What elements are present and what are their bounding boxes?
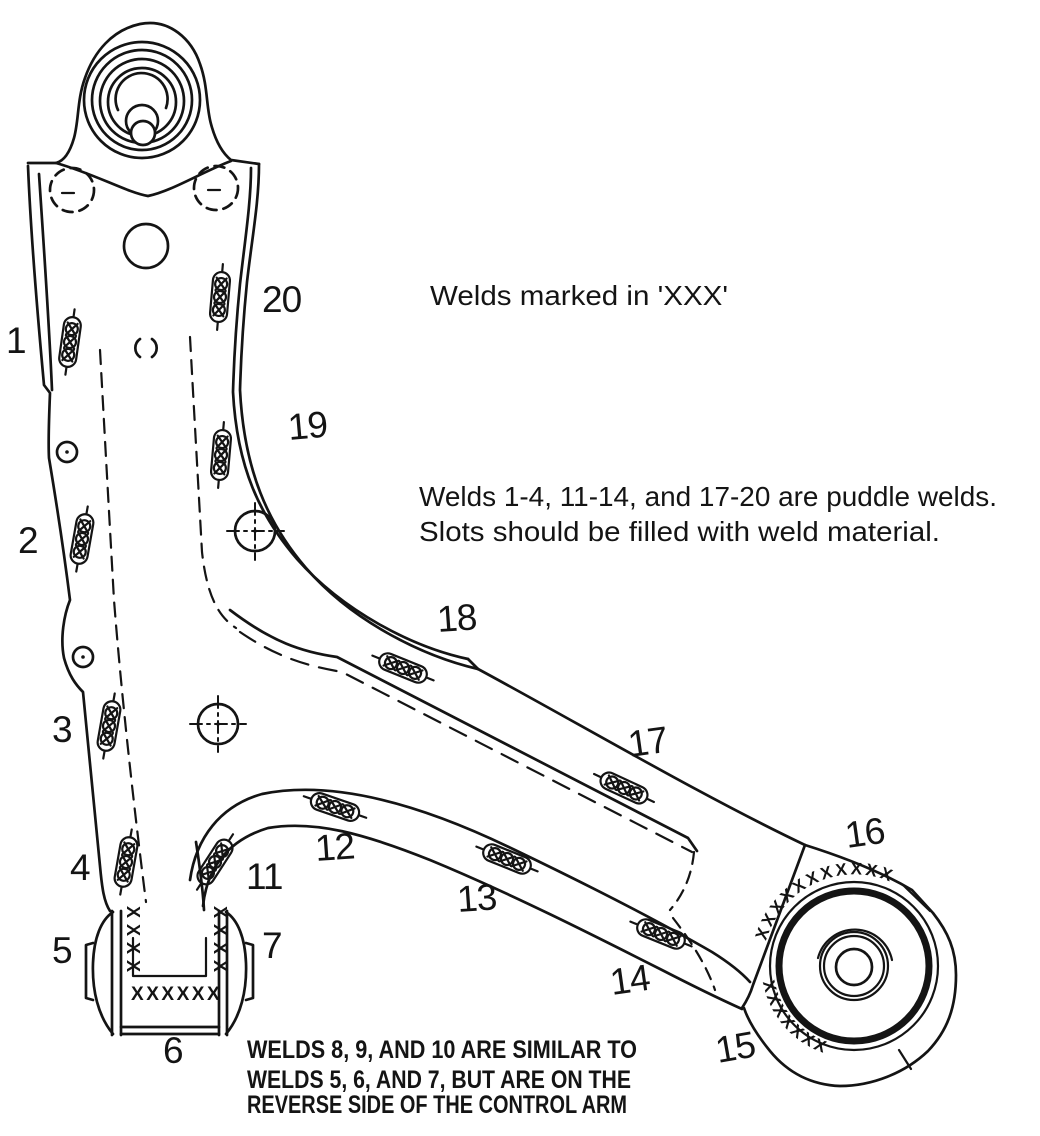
bushing-center-hole [836, 949, 872, 985]
weld-slot-17 [590, 766, 657, 809]
weld-number-1: 1 [6, 320, 26, 361]
weld-number-18: 18 [435, 596, 478, 640]
weld-slot-4 [112, 828, 140, 896]
front-arm-right-inner-edge [233, 168, 468, 659]
weld-number-16: 16 [842, 809, 887, 856]
plate-hole [124, 224, 168, 268]
weld-slot-18 [369, 648, 437, 688]
weld-slot-2 [68, 505, 96, 573]
ball-joint-saddle [56, 161, 231, 196]
hidden-line-left [100, 350, 146, 902]
front-bushing-left-cap [93, 912, 113, 1034]
front-arm-left-outer-edge [28, 166, 110, 911]
weld-number-5: 5 [52, 930, 72, 971]
note-weld-marking: Welds marked in 'XXX' [430, 280, 728, 311]
weld-5-marks: XXXX [123, 906, 143, 979]
note-reverse-side-line2: WELDS 5, 6, AND 7, BUT ARE ON THE [247, 1066, 631, 1094]
locating-hole-lower [190, 696, 246, 752]
weld-number-17: 17 [625, 718, 670, 765]
mounting-plate [50, 166, 238, 268]
note-reverse-side-line3: REVERSE SIDE OF THE CONTROL ARM [247, 1091, 627, 1119]
note-reverse-side-line1: WELDS 8, 9, AND 10 ARE SIMILAR TO [247, 1036, 637, 1064]
front-arm [28, 164, 478, 911]
weld-number-12: 12 [313, 825, 356, 869]
weld-slots [57, 263, 695, 954]
weld-number-7: 7 [262, 925, 282, 966]
weld-7-marks: XXXX [210, 906, 230, 979]
weld-slot-1 [57, 308, 83, 376]
weld-number-2: 2 [18, 520, 38, 561]
note-puddle-welds-line2: Slots should be filled with weld material. [419, 516, 940, 547]
weld-number-20: 20 [262, 279, 302, 320]
weld-number-19: 19 [286, 403, 329, 448]
weld-16-marks: XXXXXXXXXXX [751, 859, 898, 943]
weld-number-6: 6 [163, 1030, 183, 1071]
note-puddle-welds-line1: Welds 1-4, 11-14, and 17-20 are puddle welds. [419, 481, 997, 512]
weld-slot-19 [210, 421, 233, 488]
weld-15-marks: XXXXXXX [758, 978, 832, 1058]
weld-number-4: 4 [70, 847, 90, 888]
weld-slot-11 [190, 830, 240, 895]
hidden-line-right [190, 337, 236, 628]
weld-6-marks: XXXXXX [131, 984, 223, 1005]
weld-number-3: 3 [52, 709, 72, 750]
rear-bushing-housing [742, 845, 956, 1086]
front-arm-right-outer-edge [240, 164, 478, 669]
bushing-heavy-ring [779, 891, 929, 1041]
weld-slot-3 [95, 692, 123, 760]
weld-number-11: 11 [246, 856, 283, 897]
locating-hole-upper [227, 503, 284, 560]
hidden-hook-vertical [670, 852, 694, 910]
rear-arm [190, 610, 805, 1009]
weld-number-14: 14 [607, 956, 652, 1003]
weld-slot-20 [209, 263, 232, 330]
small-slot-hole [135, 339, 156, 357]
bolt-hole-right [194, 166, 238, 210]
weld-number-15: 15 [712, 1023, 758, 1071]
weld-number-13: 13 [455, 876, 498, 920]
bolt-hole-left [50, 168, 94, 212]
